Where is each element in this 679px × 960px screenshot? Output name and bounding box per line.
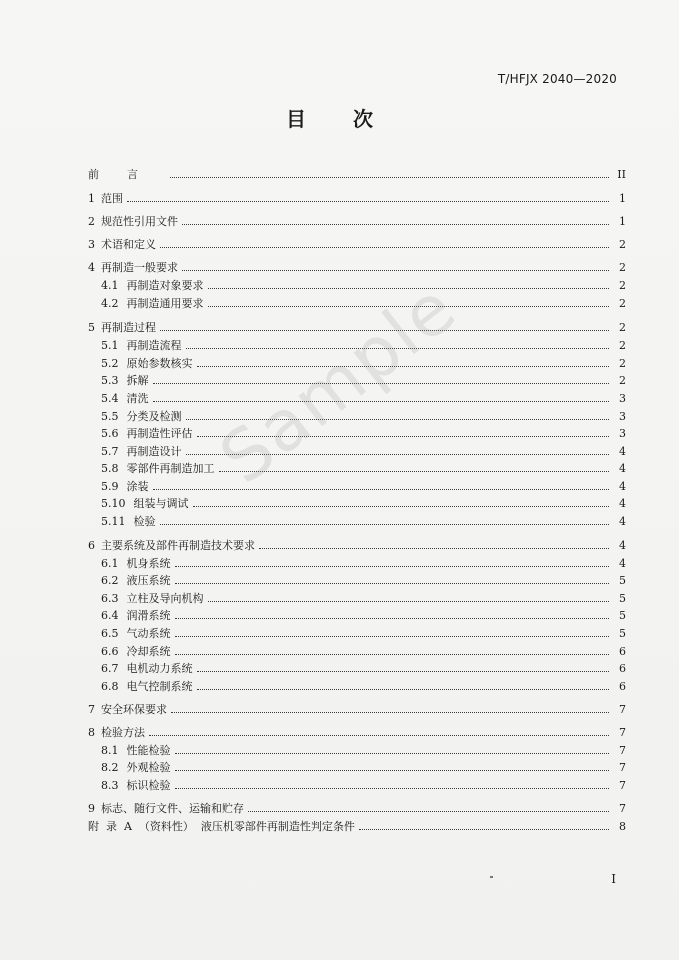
- toc-entry[interactable]: [101, 370, 626, 388]
- toc-entry[interactable]: [88, 699, 626, 717]
- toc-entry-label: 冷却系统: [126, 645, 171, 658]
- toc-entry-number: 6.8: [101, 680, 119, 693]
- toc-entry-label: 再制造通用要求: [126, 297, 204, 310]
- toc-entry[interactable]: [101, 275, 626, 293]
- dot-leader: [175, 770, 610, 771]
- toc-entry-page: 1: [619, 215, 626, 228]
- dot-leader: [193, 506, 610, 507]
- toc-entry-label: 液压系统: [126, 574, 171, 587]
- toc-entry-number: 5.6: [101, 427, 119, 440]
- toc-entry[interactable]: [101, 641, 626, 659]
- toc-entry[interactable]: [101, 623, 626, 641]
- toc-entry-label: 范围: [101, 192, 123, 205]
- toc-entry-page: 8: [619, 820, 626, 833]
- toc-entry-label: 再制造流程: [126, 339, 182, 352]
- standard-code: T/HFJX 2040—2020: [497, 72, 617, 86]
- toc-entry-page: 4: [619, 462, 626, 475]
- toc-entry-number: 8.1: [101, 744, 119, 757]
- toc-entry-label: 再制造设计: [126, 445, 182, 458]
- toc-entry-page: 2: [619, 321, 626, 334]
- toc-entry[interactable]: [101, 757, 626, 775]
- toc-entry-number: 4: [88, 261, 95, 274]
- toc-entry-page: 5: [619, 574, 626, 587]
- toc-entry-number: 6.2: [101, 574, 119, 587]
- toc-entry-number: 6.7: [101, 662, 119, 675]
- toc-entry-page: 4: [619, 497, 626, 510]
- toc-entry-label: 再制造一般要求: [101, 261, 178, 274]
- toc-entry[interactable]: [101, 458, 626, 476]
- toc-entry-label: 检验: [133, 515, 156, 528]
- dot-leader: [170, 177, 609, 178]
- toc-entry-page: 6: [619, 645, 626, 658]
- toc-entry-number: 5.7: [101, 445, 119, 458]
- toc-entry-label: 再制造对象要求: [126, 279, 204, 292]
- toc-entry-label: 性能检验: [126, 744, 171, 757]
- toc-entry-page: 4: [619, 539, 626, 552]
- toc-entry-label: 气动系统: [126, 627, 171, 640]
- toc-entry-page: 5: [619, 592, 626, 605]
- toc-entry[interactable]: [101, 740, 626, 758]
- scan-mark: [490, 876, 493, 878]
- toc-entry-number: 5: [88, 321, 95, 334]
- toc-entry-page: 1: [619, 192, 626, 205]
- toc-entry-page: 3: [619, 392, 626, 405]
- dot-leader: [175, 618, 610, 619]
- toc-entry-label: 组装与调试: [133, 497, 189, 510]
- dot-leader: [153, 383, 610, 384]
- toc-entry[interactable]: [101, 353, 626, 371]
- watermark: Sample: [205, 266, 472, 500]
- toc-entry-page: 2: [619, 374, 626, 387]
- toc-entry-label: 电机动力系统: [126, 662, 193, 675]
- dot-leader: [197, 366, 610, 367]
- toc-entry-label: 立柱及导向机构: [126, 592, 204, 605]
- dot-leader: [175, 636, 610, 637]
- toc-entry-label: 机身系统: [126, 557, 171, 570]
- toc-entry-page: 2: [619, 279, 626, 292]
- toc-entry-label: 零部件再制造加工: [126, 462, 215, 475]
- dot-leader: [160, 524, 610, 525]
- dot-leader: [153, 489, 610, 490]
- toc-entry[interactable]: [88, 211, 626, 229]
- dot-leader: [186, 419, 610, 420]
- toc-entry-label: 再制造性评估: [126, 427, 193, 440]
- dot-leader: [208, 306, 610, 307]
- toc-entry-number: 5.1: [101, 339, 119, 352]
- dot-leader: [182, 224, 609, 225]
- toc-entry-page: 4: [619, 557, 626, 570]
- dot-leader: [175, 753, 610, 754]
- toc-entry-label: 标志、随行文件、运输和贮存: [101, 802, 244, 815]
- dot-leader: [171, 712, 609, 713]
- toc-entry-label: 原始参数核实: [126, 357, 193, 370]
- toc-entry-number: 5.4: [101, 392, 119, 405]
- toc-entry-page: 2: [619, 261, 626, 274]
- dot-leader: [127, 201, 609, 202]
- toc-entry-number: 9: [88, 802, 95, 815]
- toc-entry-page: 2: [619, 297, 626, 310]
- dot-leader: [175, 566, 610, 567]
- dot-leader: [359, 829, 609, 830]
- toc-entry[interactable]: [88, 722, 626, 740]
- toc-entry-page: 5: [619, 609, 626, 622]
- toc-entry-number: 8.3: [101, 779, 119, 792]
- toc-entry[interactable]: [88, 234, 626, 252]
- toc-entry-number: 5.11: [101, 515, 126, 528]
- toc-entry-number: 5.9: [101, 480, 119, 493]
- toc-entry-number: 6.5: [101, 627, 119, 640]
- toc-entry-page: 7: [619, 703, 626, 716]
- toc-entry[interactable]: [101, 605, 626, 623]
- toc-entry[interactable]: [101, 511, 626, 529]
- toc-entry-label: 检验方法: [101, 726, 145, 739]
- toc-entry[interactable]: [88, 535, 626, 553]
- toc-entry[interactable]: [101, 423, 626, 441]
- toc-entry[interactable]: [101, 441, 626, 459]
- toc-entry-page: 7: [619, 761, 626, 774]
- toc-entry-page: 7: [619, 779, 626, 792]
- toc-entry-page: 3: [619, 427, 626, 440]
- toc-entry-number: 3: [88, 238, 95, 251]
- toc-entry-label: 标识检验: [126, 779, 171, 792]
- toc-entry[interactable]: [88, 257, 626, 275]
- toc-entry-number: 5.8: [101, 462, 119, 475]
- toc-entry-label: 规范性引用文件: [101, 215, 178, 228]
- toc-entry[interactable]: [88, 164, 626, 182]
- dot-leader: [197, 689, 610, 690]
- toc-entry-number: 1: [88, 192, 95, 205]
- toc-entry-number: 6.1: [101, 557, 119, 570]
- dot-leader: [219, 471, 610, 472]
- toc-entry-page: 3: [619, 410, 626, 423]
- page-title: 目 次: [286, 107, 393, 131]
- toc-entry-page: 6: [619, 680, 626, 693]
- dot-leader: [248, 811, 609, 812]
- dot-leader: [186, 348, 610, 349]
- toc-entry-number: 5.5: [101, 410, 119, 423]
- toc-entry[interactable]: [88, 317, 626, 335]
- toc-entry[interactable]: [101, 588, 626, 606]
- toc-entry-label: 外观检验: [126, 761, 171, 774]
- dot-leader: [175, 583, 610, 584]
- toc-entry-number: 6: [88, 539, 95, 552]
- toc-entry-label: 清洗: [126, 392, 149, 405]
- toc-entry[interactable]: [101, 658, 626, 676]
- toc-entry-label: 安全环保要求: [101, 703, 167, 716]
- toc-entry-page: 7: [619, 802, 626, 815]
- dot-leader: [197, 671, 610, 672]
- toc-entry-label: 分类及检测: [126, 410, 182, 423]
- toc-entry-page: 4: [619, 445, 626, 458]
- toc-entry-number: 6.4: [101, 609, 119, 622]
- dot-leader: [259, 548, 609, 549]
- toc-entry-page: II: [617, 168, 626, 181]
- toc-entry-page: 2: [619, 238, 626, 251]
- toc-entry[interactable]: [101, 775, 626, 793]
- page-number: I: [611, 872, 616, 886]
- toc-entry-number: 4.1: [101, 279, 119, 292]
- toc-entry-page: 2: [619, 357, 626, 370]
- dot-leader: [160, 330, 609, 331]
- dot-leader: [182, 270, 609, 271]
- toc-entry[interactable]: [101, 676, 626, 694]
- toc-entry-number: 2: [88, 215, 95, 228]
- toc-entry[interactable]: [88, 816, 626, 834]
- toc-entry[interactable]: [101, 570, 626, 588]
- toc-entry-number: 8.2: [101, 761, 119, 774]
- toc-entry[interactable]: [101, 476, 626, 494]
- toc-entry-label: 前言: [88, 168, 166, 181]
- toc-entry[interactable]: [101, 553, 626, 571]
- toc-entry-label: 术语和定义: [101, 238, 156, 251]
- toc-entry[interactable]: [101, 493, 626, 511]
- toc-entry-label: 附 录 A （资料性） 液压机零部件再制造性判定条件: [88, 820, 355, 833]
- toc-entry-page: 4: [619, 480, 626, 493]
- dot-leader: [149, 735, 609, 736]
- dot-leader: [175, 654, 610, 655]
- dot-leader: [208, 601, 610, 602]
- dot-leader: [186, 454, 610, 455]
- toc-entry-label: 润滑系统: [126, 609, 171, 622]
- toc-entry-number: 8: [88, 726, 95, 739]
- dot-leader: [153, 401, 610, 402]
- toc-entry-number: 5.3: [101, 374, 119, 387]
- toc-entry[interactable]: [88, 798, 626, 816]
- toc-entry[interactable]: [101, 335, 626, 353]
- toc-entry-number: 6.3: [101, 592, 119, 605]
- toc-entry-label: 再制造过程: [101, 321, 156, 334]
- toc-entry-page: 2: [619, 339, 626, 352]
- toc-entry[interactable]: [101, 406, 626, 424]
- toc-entry-label: 涂装: [126, 480, 149, 493]
- toc-entry-number: 5.10: [101, 497, 126, 510]
- toc-entry-page: 5: [619, 627, 626, 640]
- dot-leader: [197, 436, 610, 437]
- dot-leader: [175, 788, 610, 789]
- toc-entry-number: 6.6: [101, 645, 119, 658]
- toc-entry-number: 7: [88, 703, 95, 716]
- toc-entry[interactable]: [101, 293, 626, 311]
- toc-entry-page: 6: [619, 662, 626, 675]
- toc-entry-page: 7: [619, 744, 626, 757]
- toc-entry[interactable]: [101, 388, 626, 406]
- toc-entry-number: 5.2: [101, 357, 119, 370]
- toc-entry[interactable]: [88, 188, 626, 206]
- toc-entry-label: 电气控制系统: [126, 680, 193, 693]
- toc-entry-number: 4.2: [101, 297, 119, 310]
- toc-entry-page: 7: [619, 726, 626, 739]
- toc-entry-label: 拆解: [126, 374, 149, 387]
- toc-entry-page: 4: [619, 515, 626, 528]
- toc-entry-label: 主要系统及部件再制造技术要求: [101, 539, 255, 552]
- dot-leader: [160, 247, 609, 248]
- dot-leader: [208, 288, 610, 289]
